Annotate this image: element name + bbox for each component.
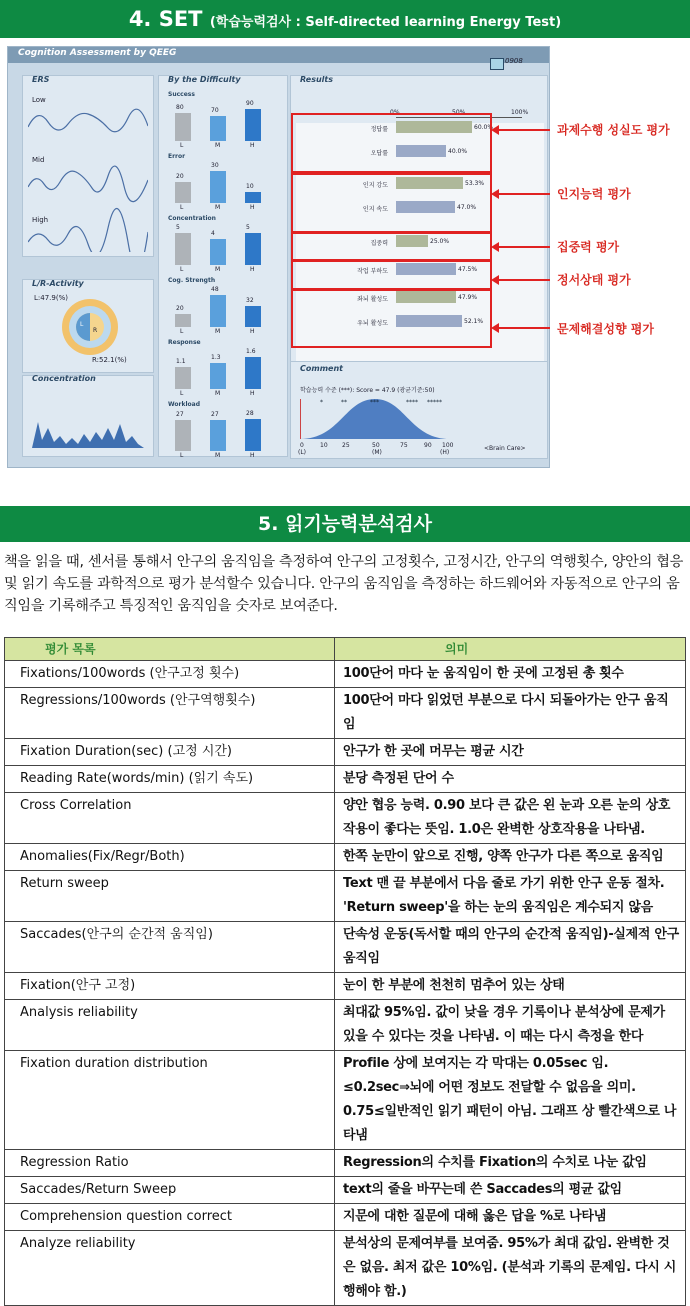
annotation-box-4 (291, 260, 492, 290)
annotation-arrow-5 (498, 327, 550, 329)
table-row (5, 844, 686, 871)
difficulty-bar (245, 233, 261, 265)
difficulty-group-title: Error (168, 153, 186, 160)
table-cell-item: Regressions/100words (안구역행횟수) (5, 688, 335, 739)
table-row (5, 1051, 686, 1150)
ers-wave-mid (28, 166, 148, 202)
difficulty-bar-value: 20 (176, 305, 184, 312)
comment-title: Comment (300, 364, 343, 373)
difficulty-bar-value: 1.1 (176, 358, 186, 365)
table-cell-meaning: Regression의 수치를 Fixation의 수치로 나눈 값임 (335, 1150, 686, 1177)
result-row-label: 좌뇌 활성도 (357, 296, 388, 303)
difficulty-axis-label: L (180, 390, 184, 397)
table-row (5, 922, 686, 973)
lr-right-value: R:52.1(%) (92, 356, 127, 364)
table-cell-item: Cross Correlation (5, 793, 335, 844)
annotation-label-3: 집중력 평가 (557, 240, 620, 254)
result-row-value: 47.5% (458, 266, 478, 273)
result-row-label: 정답률 (370, 126, 388, 133)
table-cell-item: Analyze reliability (5, 1231, 335, 1306)
difficulty-bar-value: 5 (176, 224, 180, 231)
difficulty-bar (210, 295, 226, 327)
result-row-value: 52.1% (464, 318, 484, 325)
table-cell-item: Return sweep (5, 871, 335, 922)
concentration-chart (32, 392, 144, 450)
ers-title: ERS (32, 75, 50, 84)
ers-wave-low (28, 109, 148, 132)
lr-r-label: R (93, 327, 98, 334)
result-row-label: 작업 부하도 (357, 268, 388, 275)
difficulty-group-title: Concentration (168, 215, 216, 222)
result-row-label: 우뇌 활성도 (357, 320, 388, 327)
table-row (5, 1150, 686, 1177)
comment-tick-100: 100 (442, 442, 454, 449)
difficulty-bar (210, 363, 226, 389)
difficulty-bar-value: 1.3 (211, 354, 221, 361)
difficulty-axis-label: M (215, 390, 221, 397)
difficulty-axis-label: L (180, 452, 184, 459)
table-row (5, 688, 686, 739)
difficulty-bar (175, 367, 191, 389)
difficulty-bar-value: 48 (211, 286, 219, 293)
comment-mark-2: ** (341, 399, 347, 406)
lr-title: L/R-Activity (32, 279, 84, 288)
difficulty-bar (175, 233, 191, 265)
comment-mark-1: * (320, 399, 323, 406)
section-5-description: 책을 읽을 때, 센서를 통해서 안구의 움직임을 측정하여 안구의 고정횟수, 고정시간, 안구의 역행횟수, 양안의 협응 및 읽기 속도를 과학적으로 평가 분석할수 있습니다. 안구의 움직임을 측정하는 하드웨어와 자동적으로 안구의 움직임을 기록해주고 특징적인 움직임을 숫자로 보여준다. (4, 554, 684, 614)
result-row-value: 40.0% (448, 148, 468, 155)
ers-low: Low (32, 96, 46, 104)
difficulty-axis-label: M (215, 328, 221, 335)
difficulty-title: By the Difficulty (168, 75, 241, 84)
difficulty-bar-value: 27 (176, 411, 184, 418)
difficulty-axis-label: L (180, 142, 184, 149)
lr-left-value: L:47.9(%) (34, 294, 68, 302)
difficulty-axis-label: H (250, 142, 255, 149)
table-row (5, 1231, 686, 1306)
table-cell-item: Saccades(안구의 순간적 움직임) (5, 922, 335, 973)
result-row-value: 47.0% (457, 204, 477, 211)
table-cell-meaning: Text 맨 끝 부분에서 다음 줄로 가기 위한 안구 운동 절차. 'Return sweep'을 하는 눈의 움직임은 계수되지 않음 (335, 871, 686, 922)
result-row-label: 집중력 (370, 240, 388, 247)
table-cell-item: Anomalies(Fix/Regr/Both) (5, 844, 335, 871)
annotation-box-3 (291, 232, 492, 261)
difficulty-bar (175, 182, 191, 203)
table-cell-item: Regression Ratio (5, 1150, 335, 1177)
table-header-item: 평가 목록 (5, 638, 335, 661)
difficulty-bar-value: 30 (211, 162, 219, 169)
difficulty-axis-label: M (215, 204, 221, 211)
results-scale-50: 50% (452, 109, 466, 116)
difficulty-axis-label: M (215, 142, 221, 149)
difficulty-axis-label: H (250, 328, 255, 335)
table-cell-item: Fixation Duration(sec) (고정 시간) (5, 739, 335, 766)
table-cell-meaning: 100단어 마다 눈 움직임이 한 곳에 고정된 총 횟수 (335, 661, 686, 688)
difficulty-bar-value: 32 (246, 297, 254, 304)
comment-tick-90: 90 (424, 442, 432, 449)
table-row (5, 973, 686, 1000)
comment-tick-0: 0 (300, 442, 304, 449)
difficulty-axis-label: L (180, 266, 184, 273)
section-5-title: 5. 읽기능력분석검사 (258, 513, 432, 535)
difficulty-bar (175, 113, 191, 141)
table-cell-item: Reading Rate(words/min) (읽기 속도) (5, 766, 335, 793)
comment-tick-sub-l: (L) (298, 449, 307, 456)
annotation-arrow-3 (498, 246, 550, 248)
ers-waves (28, 102, 148, 252)
table-cell-item: Fixation duration distribution (5, 1051, 335, 1150)
reading-metrics-table (4, 637, 686, 1306)
table-row (5, 739, 686, 766)
table-row (5, 766, 686, 793)
table-cell-meaning: 최대값 95%임. 값이 낮을 경우 기록이나 분석상에 문제가 있을 수 있다는 것을 나타냄. 이 때는 다시 측정을 한다 (335, 1000, 686, 1051)
table-row (5, 871, 686, 922)
table-cell-meaning: 지문에 대한 질문에 대해 옳은 답을 %로 나타냄 (335, 1204, 686, 1231)
difficulty-axis-label: M (215, 452, 221, 459)
table-cell-meaning: 100단어 마다 읽었던 부분으로 다시 되돌아가는 안구 움직임 (335, 688, 686, 739)
difficulty-bar (245, 357, 261, 389)
difficulty-bar (245, 306, 261, 327)
annotation-arrow-2 (498, 193, 550, 195)
annotation-box-2 (291, 173, 492, 233)
comment-text: 학습능력 수준 (***): Score = 47.9 (광균기준:50) (300, 387, 435, 394)
comment-mark-3: *** (370, 399, 379, 406)
difficulty-bar-value: 5 (246, 224, 250, 231)
results-scale-0: 0% (390, 109, 400, 116)
result-row-label: 인지 강도 (362, 182, 388, 189)
difficulty-bar (210, 239, 226, 265)
difficulty-bar (245, 419, 261, 451)
difficulty-bar-value: 90 (246, 100, 254, 107)
difficulty-group-title: Workload (168, 401, 200, 408)
difficulty-bar-value: 10 (246, 183, 254, 190)
result-row-value: 25.0% (430, 238, 450, 245)
difficulty-axis-label: H (250, 204, 255, 211)
difficulty-bar-value: 28 (246, 410, 254, 417)
table-cell-meaning: 양안 협응 능력. 0.90 보다 큰 값은 왼 눈과 오른 눈의 상호 작용이 좋다는 뜻임. 1.0은 완벽한 상호작용을 나타냄. (335, 793, 686, 844)
annotation-label-5: 문제해결성향 평가 (557, 322, 654, 336)
comment-tick-75: 75 (400, 442, 408, 449)
difficulty-bar-value: 80 (176, 104, 184, 111)
difficulty-group-title: Success (168, 91, 195, 98)
annotation-label-1: 과제수행 성실도 평가 (557, 123, 670, 137)
difficulty-bar (210, 171, 226, 203)
table-row (5, 1177, 686, 1204)
difficulty-axis-label: L (180, 204, 184, 211)
result-row-label: 오답률 (370, 150, 388, 157)
comment-tick-sub-h: (H) (440, 449, 450, 456)
difficulty-bar (210, 116, 226, 141)
table-header-meaning: 의미 (335, 638, 686, 661)
table-cell-meaning: Profile 상에 보여지는 각 막대는 0.05sec 임. ≤0.2sec⇒뇌에 어떤 정보도 전달할 수 없음을 의미. 0.75≤일반적인 읽기 패턴이 아님. 그래프 상 빨간색으로 나타냄 (335, 1051, 686, 1150)
difficulty-bar (210, 420, 226, 451)
ers-wave-high (28, 209, 148, 252)
annotation-arrow-1 (498, 129, 550, 131)
result-row-label: 인지 속도 (362, 206, 388, 213)
difficulty-bar-value: 27 (211, 411, 219, 418)
lr-l-label: L (80, 321, 84, 328)
annotation-box-1 (291, 113, 492, 173)
table-row (5, 1204, 686, 1231)
annotation-label-2: 인지능력 평가 (557, 187, 631, 201)
comment-tick-50: 50 (372, 442, 380, 449)
section-4-subtitle: (학습능력검사 : Self-directed learning Energy Test) (209, 15, 562, 30)
difficulty-bar-value: 4 (211, 230, 215, 237)
difficulty-bar-value: 70 (211, 107, 219, 114)
result-row-value: 53.3% (465, 180, 485, 187)
report-code-box (490, 58, 504, 70)
section-4-title: 4. SET (128, 7, 203, 31)
section-4-banner (0, 0, 690, 38)
difficulty-bar (175, 420, 191, 451)
lr-donut (60, 297, 120, 357)
comment-tick-sub-m: (M) (372, 449, 382, 456)
difficulty-bar (175, 314, 191, 327)
report-header (8, 47, 549, 63)
table-cell-meaning: 안구가 한 곳에 머무는 평균 시간 (335, 739, 686, 766)
table-header-row (5, 638, 686, 661)
ers-mid: Mid (32, 156, 45, 164)
ers-high: High (32, 216, 49, 224)
section-5-banner (0, 506, 690, 542)
difficulty-group-title: Response (168, 339, 201, 346)
difficulty-bar (245, 109, 261, 141)
difficulty-axis-label: H (250, 266, 255, 273)
table-cell-meaning: 분석상의 문제여부를 보여줌. 95%가 최대 값임. 완벽한 것은 없음. 최저 값은 10%임. (분석과 기록의 문제임. 다시 시행해야 함.) (335, 1231, 686, 1306)
difficulty-bar (245, 192, 261, 203)
difficulty-axis-label: M (215, 266, 221, 273)
comment-tick-25: 25 (342, 442, 350, 449)
comment-brand: <Brain Care> (484, 445, 526, 452)
table-row (5, 1000, 686, 1051)
table-row (5, 661, 686, 688)
comment-mark-5: ***** (427, 399, 442, 406)
difficulty-axis-label: H (250, 452, 255, 459)
report-code: 0908 (505, 57, 523, 65)
difficulty-bar-value: 1.6 (246, 348, 256, 355)
difficulty-axis-label: H (250, 390, 255, 397)
comment-mark-4: **** (406, 399, 418, 406)
difficulty-group-title: Cog. Strength (168, 277, 216, 284)
table-cell-item: Fixations/100words (안구고정 횟수) (5, 661, 335, 688)
comment-tick-10: 10 (320, 442, 328, 449)
table-cell-meaning: text의 줄을 바꾸는데 쓴 Saccades의 평균 값임 (335, 1177, 686, 1204)
table-cell-meaning: 한쪽 눈만이 앞으로 진행, 양쪽 안구가 다른 쪽으로 움직임 (335, 844, 686, 871)
table-cell-meaning: 단속성 운동(독서할 때의 안구의 순간적 움직임)-실제적 안구움직임 (335, 922, 686, 973)
table-cell-item: Analysis reliability (5, 1000, 335, 1051)
table-cell-meaning: 눈이 한 부분에 천천히 멈추어 있는 상태 (335, 973, 686, 1000)
concentration-title: Concentration (32, 374, 96, 383)
difficulty-bar-value: 20 (176, 173, 184, 180)
table-row (5, 793, 686, 844)
result-row-value: 60.0% (474, 124, 494, 131)
table-cell-item: Saccades/Return Sweep (5, 1177, 335, 1204)
annotation-label-4: 정서상태 평가 (557, 273, 631, 287)
table-body (5, 661, 686, 1306)
results-title: Results (300, 75, 333, 84)
table-cell-item: Fixation(안구 고정) (5, 973, 335, 1000)
result-row-value: 47.9% (458, 294, 478, 301)
table-cell-meaning: 분당 측정된 단어 수 (335, 766, 686, 793)
annotation-box-5 (291, 289, 492, 348)
difficulty-axis-label: L (180, 328, 184, 335)
report-header-title: Cognition Assessment by QEEG (18, 48, 177, 58)
annotation-arrow-4 (498, 279, 550, 281)
results-scale-100: 100% (511, 109, 529, 116)
table-cell-item: Comprehension question correct (5, 1204, 335, 1231)
